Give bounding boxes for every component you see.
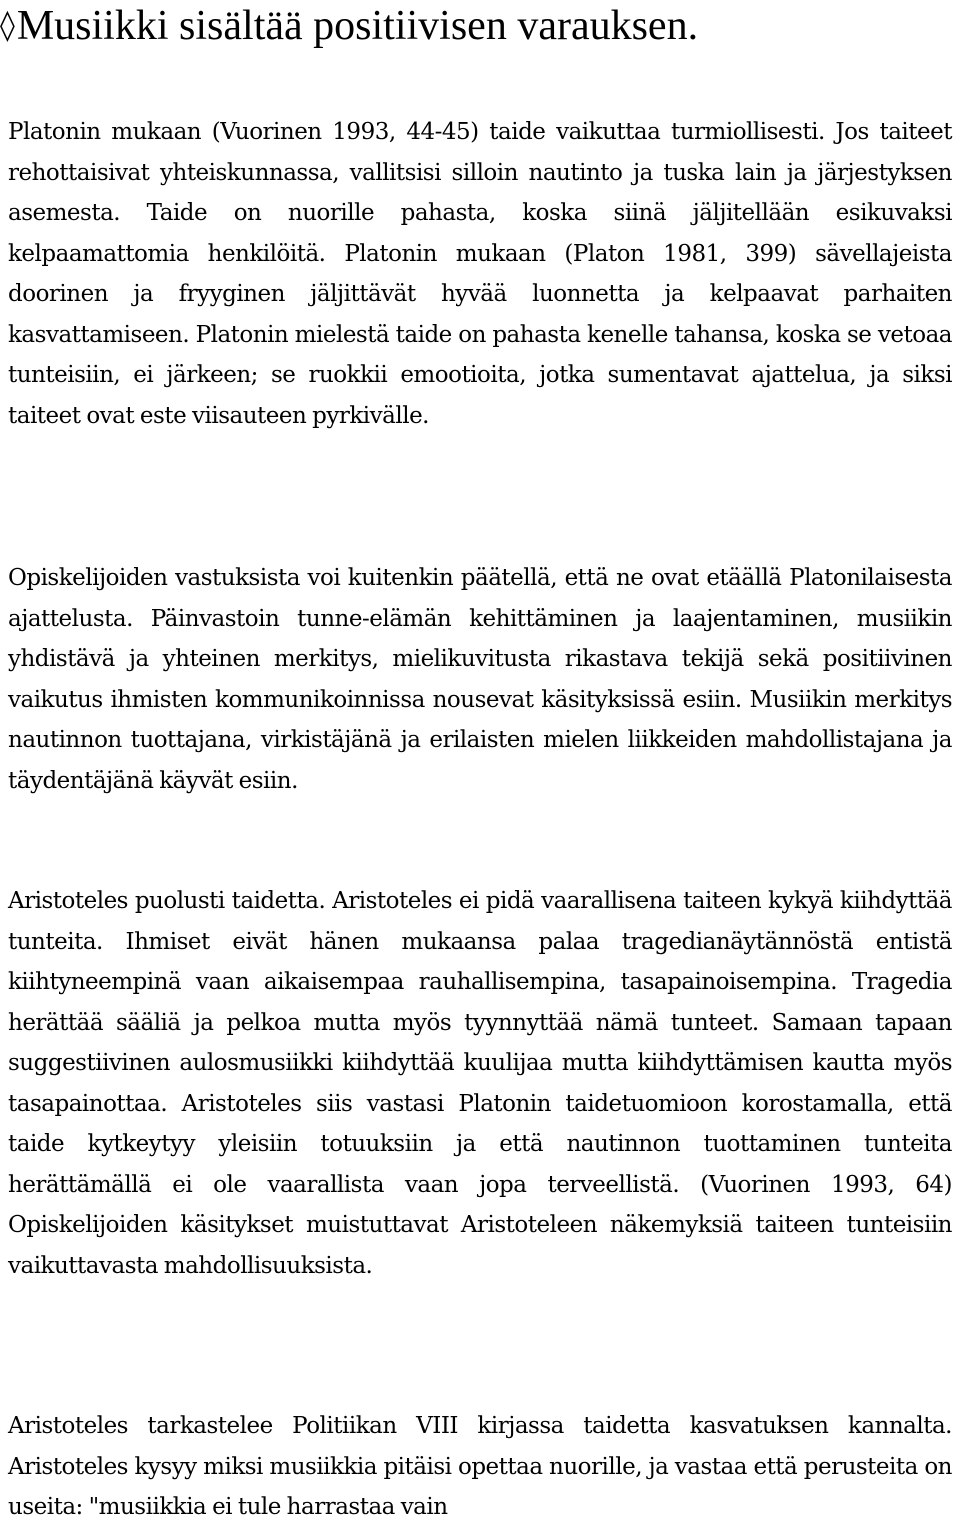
section-heading-text: Musiikki sisältää positiivisen varauksen. bbox=[16, 3, 699, 49]
section-heading bbox=[0, 0, 952, 52]
paragraph-politiikka: Aristoteles tarkastelee Politiikan VIII kirjassa taidetta kasvatuksen kannalta. Aristoteles kysyy miksi musiikkia pitäisi opettaa nuorille, ja vastaa että perusteita on useita: "musiikkia ei tule harrastaa vain bbox=[8, 1413, 952, 1520]
diamond-outline-icon: ◊ bbox=[0, 8, 15, 43]
paragraph-students: Opiskelijoiden vastuksista voi kuitenkin päätellä, että ne ovat etäällä Platonilaisesta ajattelusta. Päinvastoin tunne-elämän kehittäminen ja laajentaminen, musiikin yhdistävä ja yhteinen merkitys, mielikuvitusta rikastava tekijä sekä positiivinen vaikutus ihmisten kommunikoinnissa nousevat käsityksissä esiin. Musiikin merkitys nautinnon tuottajana, virkistäjänä ja erilaisten mielen liikkeiden mahdollistajana ja täydentäjänä käyvät esiin. bbox=[8, 565, 952, 794]
paragraph-aristoteles: Aristoteles puolusti taidetta. Aristoteles ei pidä vaarallisena taiteen kykyä kiihdyttää tunteita. Ihmiset eivät hänen mukaansa palaa tragedianäytännöstä entistä kiihtyneempinä vaan aikaisempaa rauhallisempina, tasapainoisempina. Tragedia herättää sääliä ja pelkoa mutta myös tyynnyttää nämä tunteet. Samaan tapaan suggestiivinen aulosmusiikki kiihdyttää kuulijaa mutta kiihdyttämisen kautta myös tasapainottaa. Aristoteles siis vastasi Platonin taidetuomioon korostamalla, että taide kytkeytyy yleisiin totuuksiin ja että nautinnon tuottaminen tunteita herättämällä ei ole vaarallista vaan jopa terveellistä. (Vuorinen 1993, 64) Opiskelijoiden käsitykset muistuttavat Aristoteleen näkemyksiä taiteen tunteisiin vaikuttavasta mahdollisuuksista. bbox=[8, 888, 952, 1279]
paragraph-platon: Platonin mukaan (Vuorinen 1993, 44-45) taide vaikuttaa turmiollisesti. Jos taiteet rehottaisivat yhteiskunnassa, vallitsisi silloin nautinto ja tuska lain ja järjestyksen asemesta. Taide on nuorille pahasta, koska siinä jäljitellään esikuvaksi kelpaamattomia henkilöitä. Platonin mukaan (Platon 1981, 399) sävellajeista doorinen ja fryyginen jäljittävät hyvää luonnetta ja kelpaavat parhaiten kasvattamiseen. Platonin mielestä taide on pahasta kenelle tahansa, koska se vetoaa tunteisiin, ei järkeen; se ruokkii emootioita, jotka sumentavat ajattelua, ja siksi taiteet ovat este viisauteen pyrkivälle. bbox=[8, 119, 952, 429]
